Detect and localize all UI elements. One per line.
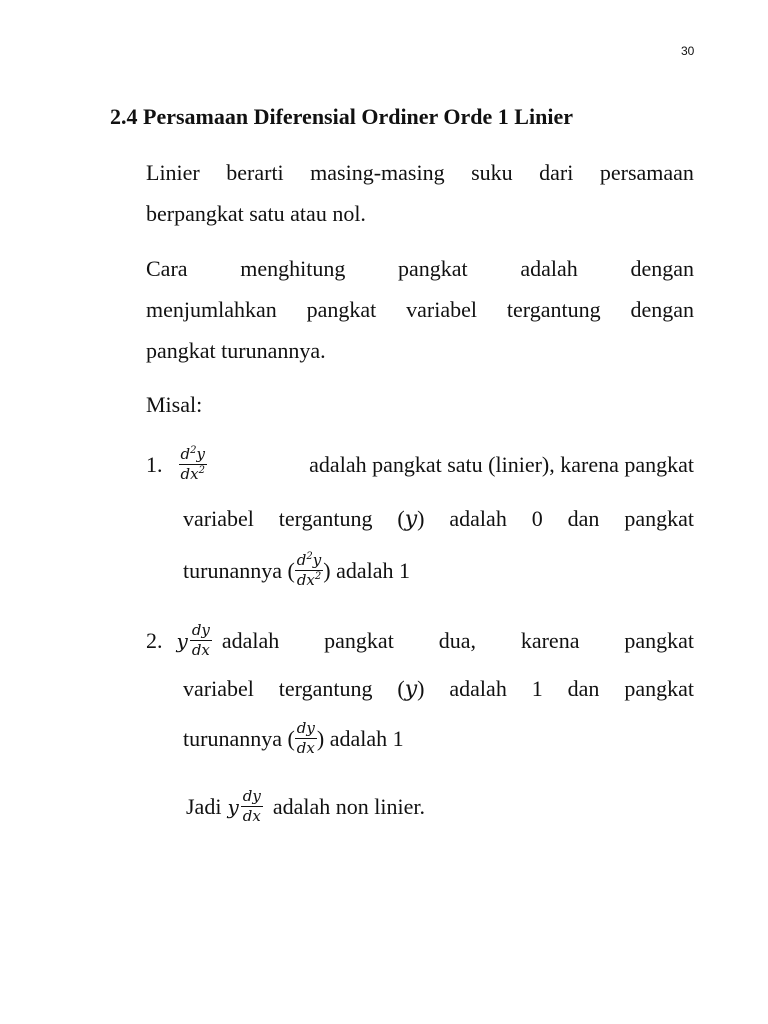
paragraph-line: berpangkat satu atau nol. <box>146 201 366 226</box>
word: pangkat <box>624 627 694 653</box>
word: variabel <box>183 676 254 701</box>
word: dan <box>567 506 600 531</box>
paragraph-line <box>146 289 694 330</box>
word: Linier <box>146 160 200 185</box>
word: adalah <box>449 506 507 531</box>
word: menjumlahkan <box>146 297 277 322</box>
word: persamaan <box>599 160 694 185</box>
word: tergantung <box>506 297 601 322</box>
word: variabel <box>183 506 254 531</box>
word: pangkat <box>306 297 377 322</box>
paragraph-line <box>146 248 694 289</box>
item2-line1 <box>146 622 694 659</box>
item2-line2 <box>183 676 694 702</box>
conclusion-line <box>186 788 425 825</box>
fraction-dy-dx <box>295 720 317 757</box>
word: suku <box>471 160 513 185</box>
word: adalah <box>221 627 280 653</box>
word: dan <box>567 676 600 701</box>
item1-line2 <box>183 506 694 532</box>
fraction-d2y-dx2 <box>295 552 323 589</box>
item1-text: adalah pangkat satu (linier), karena pangkat <box>309 451 694 477</box>
paragraph-linier-definition <box>146 152 694 234</box>
fraction-denominator: $dx^2$ <box>296 571 322 589</box>
page-number: 30 <box>681 44 695 58</box>
item1-line3 <box>183 552 410 589</box>
word: dengan <box>630 297 694 322</box>
paragraph-line <box>146 152 694 193</box>
math-variable-y: y <box>227 794 239 819</box>
fraction-numerator: dy <box>191 621 210 639</box>
word: pangkat <box>624 676 694 701</box>
fraction-denominator: dx <box>296 739 315 757</box>
word: dari <box>539 160 574 185</box>
word: variabel <box>406 297 478 322</box>
word: 1 <box>531 676 543 701</box>
item2-line3 <box>183 720 404 757</box>
item1-line3-prefix: turunannya ( <box>183 557 295 583</box>
word: menghitung <box>240 256 346 281</box>
item1-line1 <box>146 446 694 483</box>
conclusion-suffix: adalah non linier. <box>272 793 425 819</box>
word: Cara <box>146 256 188 281</box>
word: masing-masing <box>310 160 445 185</box>
word: adalah <box>449 676 507 701</box>
word: dua, <box>438 627 476 653</box>
fraction-numerator: $d^2y$ <box>296 551 322 569</box>
fraction-dy-dx <box>190 622 212 659</box>
fraction-denominator: $dx^2$ <box>180 465 205 483</box>
item2-line3-suffix: ) adalah 1 <box>316 725 404 751</box>
item2-line1-words <box>222 628 694 654</box>
fraction-dy-dx <box>241 788 263 825</box>
fraction-denominator: dx <box>242 807 261 825</box>
fraction-numerator: $d^2y$ <box>180 445 205 463</box>
math-variable-y: y <box>176 628 188 653</box>
word: (𝑦) <box>397 506 425 531</box>
fraction-numerator: dy <box>296 719 315 737</box>
word: berarti <box>226 160 284 185</box>
word: pangkat <box>324 627 394 653</box>
word: tergantung <box>278 506 373 531</box>
word: pangkat <box>624 506 694 531</box>
item2-line3-prefix: turunannya ( <box>183 725 295 751</box>
item1-line3-suffix: ) adalah 1 <box>323 557 410 583</box>
fraction-numerator: dy <box>242 787 261 805</box>
word: adalah <box>520 256 578 281</box>
conclusion-prefix: Jadi <box>186 793 222 819</box>
word: 0 <box>531 506 543 531</box>
paragraph-cara-menghitung <box>146 248 694 371</box>
word: (𝑦) <box>397 676 425 701</box>
item1-number: 1. <box>146 451 163 477</box>
word: tergantung <box>278 676 373 701</box>
fraction-d2y-dx2 <box>179 446 207 483</box>
section-heading: 2.4 Persamaan Diferensial Ordiner Orde 1 Linier <box>110 104 573 129</box>
item2-number: 2. <box>146 627 163 653</box>
fraction-denominator: dx <box>191 641 210 659</box>
paragraph-line: pangkat turunannya. <box>146 338 326 363</box>
word: karena <box>520 627 580 653</box>
word: dengan <box>630 256 694 281</box>
misal-label: Misal: <box>146 392 203 417</box>
word: pangkat <box>398 256 468 281</box>
